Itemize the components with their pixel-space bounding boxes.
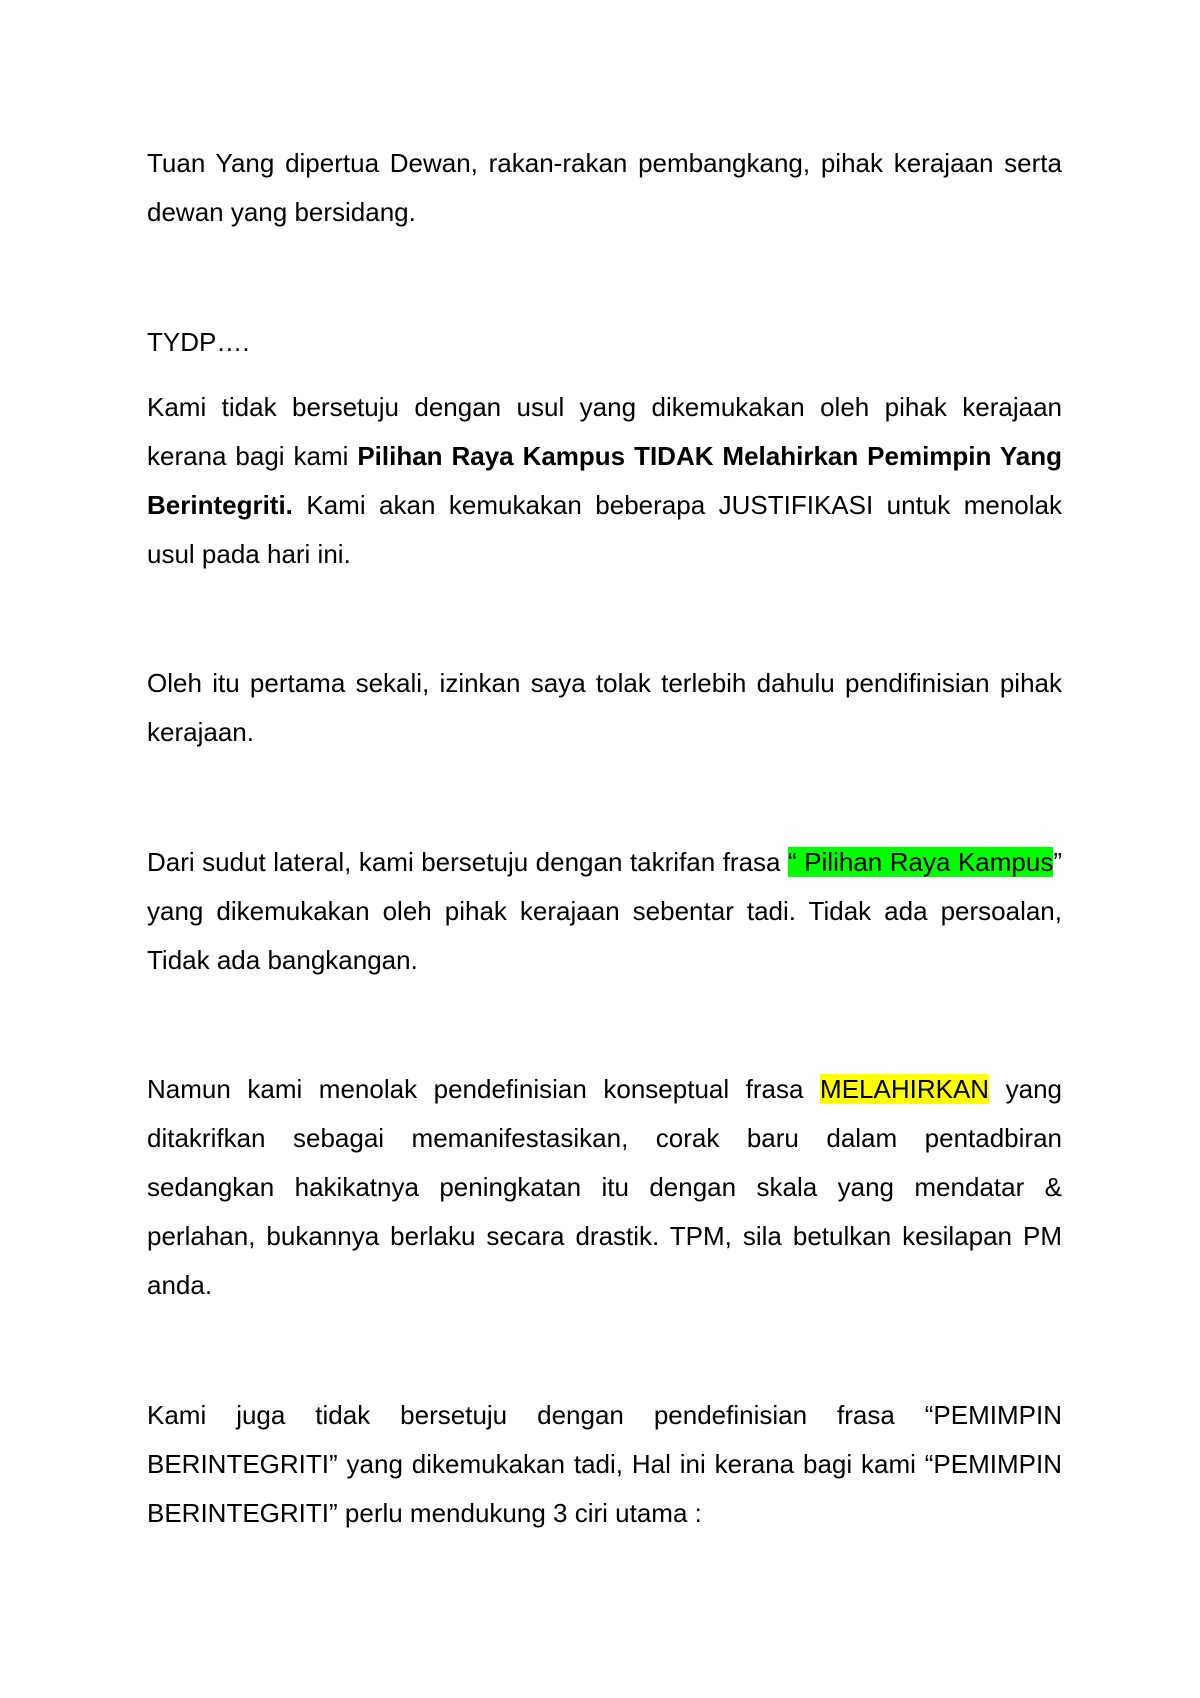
paragraph-conceptual-definition <box>147 1065 1062 1310</box>
paragraph-stance <box>147 383 1062 579</box>
conceptual-text-start: Namun kami menolak pendefinisian konseptual frasa <box>147 1074 821 1104</box>
stance-text-start: Kami tidak bersetuju dengan usul yang dikemukakan oleh pihak kerajaan kerana bagi kami <box>147 392 1062 471</box>
highlight-melahirkan: MELAHIRKAN <box>820 1074 990 1104</box>
motion-title-bold: Pilihan Raya Kampus TIDAK Melahirkan Pemimpin Yang Berintegriti. <box>147 441 1062 520</box>
lateral-text-end: ” yang dikemukakan oleh pihak kerajaan sebentar tadi. Tidak ada persoalan, Tidak ada bangkangan. <box>147 847 1062 975</box>
paragraph-rebuttal-intro: Oleh itu pertama sekali, izinkan saya tolak terlebih dahulu pendifinisian pihak kerajaan. <box>147 668 1062 747</box>
highlight-pilihan-raya-kampus: “ Pilihan Raya Kampus <box>788 847 1054 877</box>
stance-text-end: Kami akan kemukakan beberapa JUSTIFIKASI untuk menolak usul pada hari ini. <box>147 490 1062 569</box>
paragraph-lateral-definition <box>147 838 1062 985</box>
paragraph-tydp: TYDP…. <box>147 327 250 357</box>
lateral-text-start: Dari sudut lateral, kami bersetuju dengan takrifan frasa <box>147 847 789 877</box>
paragraph-greeting: Tuan Yang dipertua Dewan, rakan-rakan pembangkang, pihak kerajaan serta dewan yang bersidang. <box>147 148 1062 227</box>
paragraph-pemimpin-berintegriti: Kami juga tidak bersetuju dengan pendefinisian frasa “PEMIMPIN BERINTEGRITI” yang dikemukakan tadi, Hal ini kerana bagi kami “PEMIMPIN BERINTEGRITI” perlu mendukung 3 ciri utama : <box>147 1400 1062 1528</box>
conceptual-text-end: yang ditakrifkan sebagai memanifestasikan, corak baru dalam pentadbiran sedangkan hakikatnya peningkatan itu dengan skala yang mendatar & perlahan, bukannya berlaku secara drastik. TPM, sila betulkan kesilapan PM anda. <box>147 1074 1062 1300</box>
